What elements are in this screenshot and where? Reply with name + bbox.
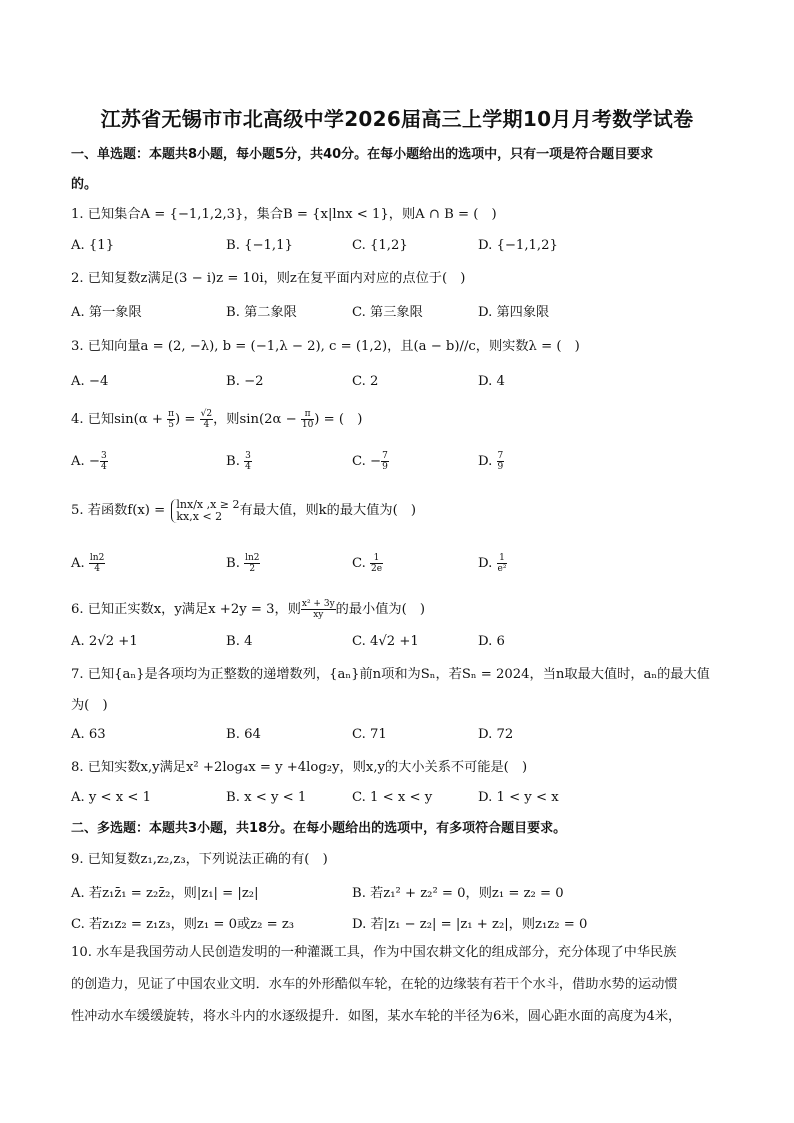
numerator: 3 xyxy=(245,451,251,461)
option-label: D. xyxy=(478,556,497,571)
option-label: A. xyxy=(71,556,89,571)
question-5-options xyxy=(71,552,731,576)
question-4-text: ，则sin(2α − xyxy=(213,412,301,427)
question-6-prefix: 6. 已知正实数x，y满足x +2y = 3，则 xyxy=(71,602,301,617)
option-label: C. xyxy=(352,556,371,571)
option-c: C. {1,2} xyxy=(352,238,408,253)
option-c: C. 若z₁z₂ = z₁z₃，则z₁ = 0或z₂ = z₃ xyxy=(71,917,295,932)
numerator: 7 xyxy=(497,451,504,461)
option-b: B. 第二象限 xyxy=(226,305,297,320)
denominator: xy xyxy=(313,610,324,620)
option-a xyxy=(71,450,108,474)
option-label: A. − xyxy=(71,454,100,469)
question-4-suffix: ) = ( ) xyxy=(314,412,363,427)
option-c: C. 2 xyxy=(352,374,379,389)
option-label: B. xyxy=(226,454,245,469)
option-d xyxy=(478,552,507,576)
option-c xyxy=(352,450,389,474)
question-4 xyxy=(71,408,731,432)
section-1-heading-cont: 的。 xyxy=(71,177,98,192)
denominator: 4 xyxy=(203,420,210,430)
question-1: 1. 已知集合A = {−1,1,2,3}，集合B = {x|lnx < 1}，则A ∩ B = ( ) xyxy=(71,207,497,222)
case-1: lnx/x ,x ≥ 2 xyxy=(176,497,240,511)
fraction xyxy=(381,451,389,472)
question-2-options xyxy=(71,301,731,319)
question-7-cont: 为( ) xyxy=(71,698,108,713)
denominator: 9 xyxy=(382,462,388,472)
denominator: 4 xyxy=(245,462,251,472)
question-9: 9. 已知复数z₁,z₂,z₃，下列说法正确的有( ) xyxy=(71,852,328,867)
option-a: A. y < x < 1 xyxy=(71,790,152,805)
fraction xyxy=(89,553,105,574)
numerator: ln2 xyxy=(89,553,105,563)
option-d: D. 72 xyxy=(478,727,514,742)
option-d: D. {−1,1,2} xyxy=(478,238,558,253)
fraction xyxy=(200,409,213,430)
numerator: ln2 xyxy=(245,553,260,563)
question-6-suffix: 的最小值为( ) xyxy=(335,602,426,617)
numerator: 1 xyxy=(370,553,383,564)
question-6-options xyxy=(71,634,731,652)
fraction xyxy=(167,409,175,430)
question-4-prefix: 4. 已知sin(α + xyxy=(71,412,168,427)
denominator: 5 xyxy=(168,420,174,430)
piecewise-brace xyxy=(171,499,239,523)
option-c xyxy=(352,552,383,576)
option-c: C. 1 < x < y xyxy=(352,790,433,805)
question-7-options xyxy=(71,727,731,745)
option-a: A. 63 xyxy=(71,727,106,742)
denominator: 4 xyxy=(100,462,107,472)
question-10-cont-2: 性冲动水车缓缓旋转，将水斗内的水逐级提升．如图，某水车轮的半径为6米，圆心距水面的高度为4米， xyxy=(71,1009,682,1024)
option-b: B. x < y < 1 xyxy=(226,790,307,805)
option-label: C. − xyxy=(352,454,382,469)
option-b: B. 若z₁² + z₂² = 0，则z₁ = z₂ = 0 xyxy=(352,886,564,901)
question-1-options xyxy=(71,238,731,256)
option-a: A. 2√2 +1 xyxy=(71,634,138,649)
fraction xyxy=(100,451,108,472)
option-a xyxy=(71,552,105,576)
option-b xyxy=(226,450,252,474)
numerator: π xyxy=(301,409,314,420)
fraction xyxy=(244,451,252,472)
numerator: π xyxy=(168,409,175,419)
denominator: 4 xyxy=(94,564,100,574)
question-8: 8. 已知实数x,y满足x² +2log₄x = y +4log₂y，则x,y的大小关系不可能是( ) xyxy=(71,760,528,775)
fraction xyxy=(301,409,314,430)
question-7: 7. 已知{aₙ}是各项均为正整数的递增数列，{aₙ}前n项和为Sₙ，若Sₙ = 2024，当n取最大值时，aₙ的最大值 xyxy=(71,667,710,682)
denominator: 9 xyxy=(497,462,504,472)
numerator: √2 xyxy=(200,409,213,419)
option-a: A. 第一象限 xyxy=(71,305,142,320)
option-d: D. 4 xyxy=(478,374,505,389)
question-3-options xyxy=(71,374,731,392)
fraction xyxy=(370,553,383,574)
exam-title: 江苏省无锡市市北高级中学2026届高三上学期10月月考数学试卷 xyxy=(100,107,694,131)
option-d xyxy=(478,450,504,474)
question-4-text: ) = xyxy=(175,412,200,427)
case-2: kx,x < 2 xyxy=(176,509,223,523)
denominator: e² xyxy=(497,564,507,574)
question-10-cont-1: 的创造力，见证了中国农业文明．水车的外形酷似车轮，在轮的边缘装有若干个水斗，借助水势的运动惯 xyxy=(71,977,678,992)
fraction xyxy=(244,553,260,574)
numerator: x² + 3y xyxy=(301,599,335,609)
option-d: D. 若|z₁ − z₂| = |z₁ + z₂|，则z₁z₂ = 0 xyxy=(352,917,588,932)
section-1-heading: 一、单选题：本题共8小题，每小题5分，共40分。在每小题给出的选项中，只有一项是符合题目要求 xyxy=(71,147,654,162)
option-d: D. 1 < y < x xyxy=(478,790,559,805)
denominator: 2e xyxy=(371,564,383,574)
question-6 xyxy=(71,598,731,622)
question-2: 2. 已知复数z满足(3 − i)z = 10i，则z在复平面内对应的点位于( ) xyxy=(71,271,466,286)
option-label: D. xyxy=(478,454,497,469)
option-label: B. xyxy=(226,556,245,571)
option-b: B. {−1,1} xyxy=(226,238,293,253)
numerator: 1 xyxy=(497,553,508,564)
option-a: A. {1} xyxy=(71,238,115,253)
fraction xyxy=(301,599,336,620)
option-c: C. 第三象限 xyxy=(352,305,423,320)
question-4-options xyxy=(71,450,731,474)
question-5 xyxy=(71,496,731,526)
question-10: 10. 水车是我国劳动人民创造发明的一种灌溉工具，作为中国农耕文化的组成部分，充分体现了中华民族 xyxy=(71,945,677,960)
numerator: 3 xyxy=(100,451,107,461)
question-5-prefix: 5. 若函数f(x) = xyxy=(71,503,170,518)
section-2-heading: 二、多选题：本题共3小题，共18分。在每小题给出的选项中，有多项符合题目要求。 xyxy=(71,821,567,836)
option-b: B. 64 xyxy=(226,727,261,742)
option-b: B. 4 xyxy=(226,634,253,649)
question-8-options xyxy=(71,790,731,808)
numerator: 7 xyxy=(382,451,388,461)
fraction xyxy=(497,451,505,472)
option-d: D. 6 xyxy=(478,634,505,649)
question-5-suffix: 有最大值，则k的最大值为( ) xyxy=(239,503,417,518)
option-d: D. 第四象限 xyxy=(478,305,550,320)
option-a: A. −4 xyxy=(71,374,109,389)
option-b: B. −2 xyxy=(226,374,264,389)
denominator: 2 xyxy=(249,564,256,574)
question-3: 3. 已知向量a = (2, −λ), b = (−1,λ − 2), c = (1,2)，且(a − b)//c，则实数λ = ( ) xyxy=(71,339,580,354)
fraction xyxy=(497,553,508,574)
denominator: 10 xyxy=(301,420,314,430)
question-9-options-ab xyxy=(71,882,731,900)
option-a: A. 若z₁z̄₁ = z₂z̄₂，则|z₁| = |z₂| xyxy=(71,886,259,901)
option-c: C. 71 xyxy=(352,727,387,742)
option-c: C. 4√2 +1 xyxy=(352,634,419,649)
option-b xyxy=(226,552,260,576)
question-9-options-cd xyxy=(71,913,731,931)
